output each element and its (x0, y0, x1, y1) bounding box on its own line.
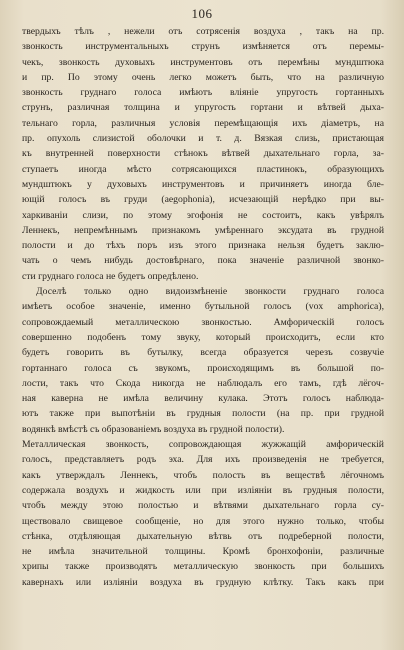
text-line: сопровождаемый металлическою звонкостью. Амфорическій голосъ (22, 316, 384, 328)
text-line: кавернахъ или изліяніи воздуха въ грудную клѣтку. Такъ какъ при (22, 576, 384, 588)
text-line: и пр. По этому очень легко можетъ быть, что на различную (22, 71, 384, 83)
text-line: ютъ также при выпотѣніи въ грудныя полости (на пр. при грудной (22, 408, 384, 420)
text-line: Доселѣ только одно видоизмѣненіе звонкости груднаго голоса (36, 286, 384, 298)
text-line: чекъ, звонкость духовыхъ инструментовъ отъ перемѣны мундштюка (22, 56, 384, 68)
text-line: ступаетъ иногда мѣсто сотрясающихся пластинокъ, образующихъ (22, 163, 384, 175)
text-line: голосъ, представляетъ родъ эха. Для ихъ произведенія не требуется, (22, 454, 384, 466)
page-number: 106 (191, 6, 213, 21)
text-line: водянкѣ вмѣстѣ съ образованіемъ воздуха въ грудной полости). (22, 423, 285, 435)
text-line: пр. опухоль слизистой оболочки и т. д. Вязкая слизь, пристающая (22, 133, 384, 145)
text-line: будетъ говорить въ бутылку, всегда образуется черезъ созвучіе (22, 347, 384, 359)
body-text (22, 24, 384, 590)
text-line: звонкость инструментальныхъ струнъ измѣняется отъ перемы- (22, 41, 384, 53)
text-line: чтобъ между этою полостью и вѣтвями дыхательнаго горла су- (22, 500, 384, 512)
text-line: полости и до тѣхъ поръ изъ этого признака нельзя будетъ заклю- (22, 240, 384, 252)
text-line: струнъ, различная толщина и упругость гортани и вѣтвей дыха- (22, 102, 384, 114)
text-line: харкиваніи слизи, по этому эгофонія не состоитъ, какъ увѣрялъ (22, 209, 384, 221)
text-line: совершенно подобенъ тому звуку, который происходитъ, если кто (22, 331, 384, 343)
text-line: Леннекъ, непремѣннымъ признакомъ умѣреннаго эксудата въ грудной (22, 224, 384, 236)
text-line: сти груднаго голоса не будетъ опредѣлено. (22, 270, 199, 282)
text-line: чать о чемъ нибудь достовѣрнаго, пока значеніе различной звонко- (22, 255, 384, 267)
text-line: какъ утверждалъ Леннекъ, чтобъ полость въ веществѣ лёгочномъ (22, 469, 384, 481)
text-line: твердыхъ тѣлъ , нежели отъ сотрясенія воздуха , такъ на пр. (22, 26, 384, 37)
text-line: ющій голосъ въ груди (aegophonia), исчезающій нерѣдко при вы- (22, 194, 384, 206)
text-line: гортаннаго голоса съ звукомъ, происходящимъ въ большой по- (22, 362, 384, 374)
text-line: содержала воздухъ и жидкость или при изліяніи въ грудныя полости, (22, 484, 384, 496)
text-line: къ внутренней поверхности стѣнокъ вѣтвей дыхательнаго горла, за- (22, 148, 384, 160)
text-line: звонкость груднаго голоса имѣютъ вліяніе упругость гортанныхъ (22, 87, 384, 99)
text-line: хрипы также производятъ металлическую звонкость при большихъ (22, 561, 384, 573)
text-line: Металлическая звонкость, сопровождающая жужжащій амфорическій (22, 439, 384, 451)
text-line: лости, такъ что Скода никогда не наблюдалъ его тамъ, гдѣ лёгоч- (22, 377, 384, 389)
text-line: не имѣла значительной толщины. Кромѣ бронхофоніи, различные (22, 546, 384, 558)
text-line: тельнаго горла, различныя условія перемѣщающія ихъ діаметръ, на (22, 117, 384, 129)
text-line: ществовало свищевое сообщеніе, но для этого нужно только, чтобы (22, 515, 384, 527)
text-line: имѣетъ особое значеніе, именно бутыльной голосъ (vox amphorica), (22, 301, 384, 313)
text-line: мундштюкъ у духовыхъ инструментовъ и причиняетъ иногда бле- (22, 178, 384, 190)
text-line: стѣнка, отдѣляющая дыхательную вѣтвь отъ подреберной полости, (22, 530, 384, 542)
text-line: ная каверна не имѣла величину кулака. Этотъ голосъ наблюда- (22, 393, 384, 405)
